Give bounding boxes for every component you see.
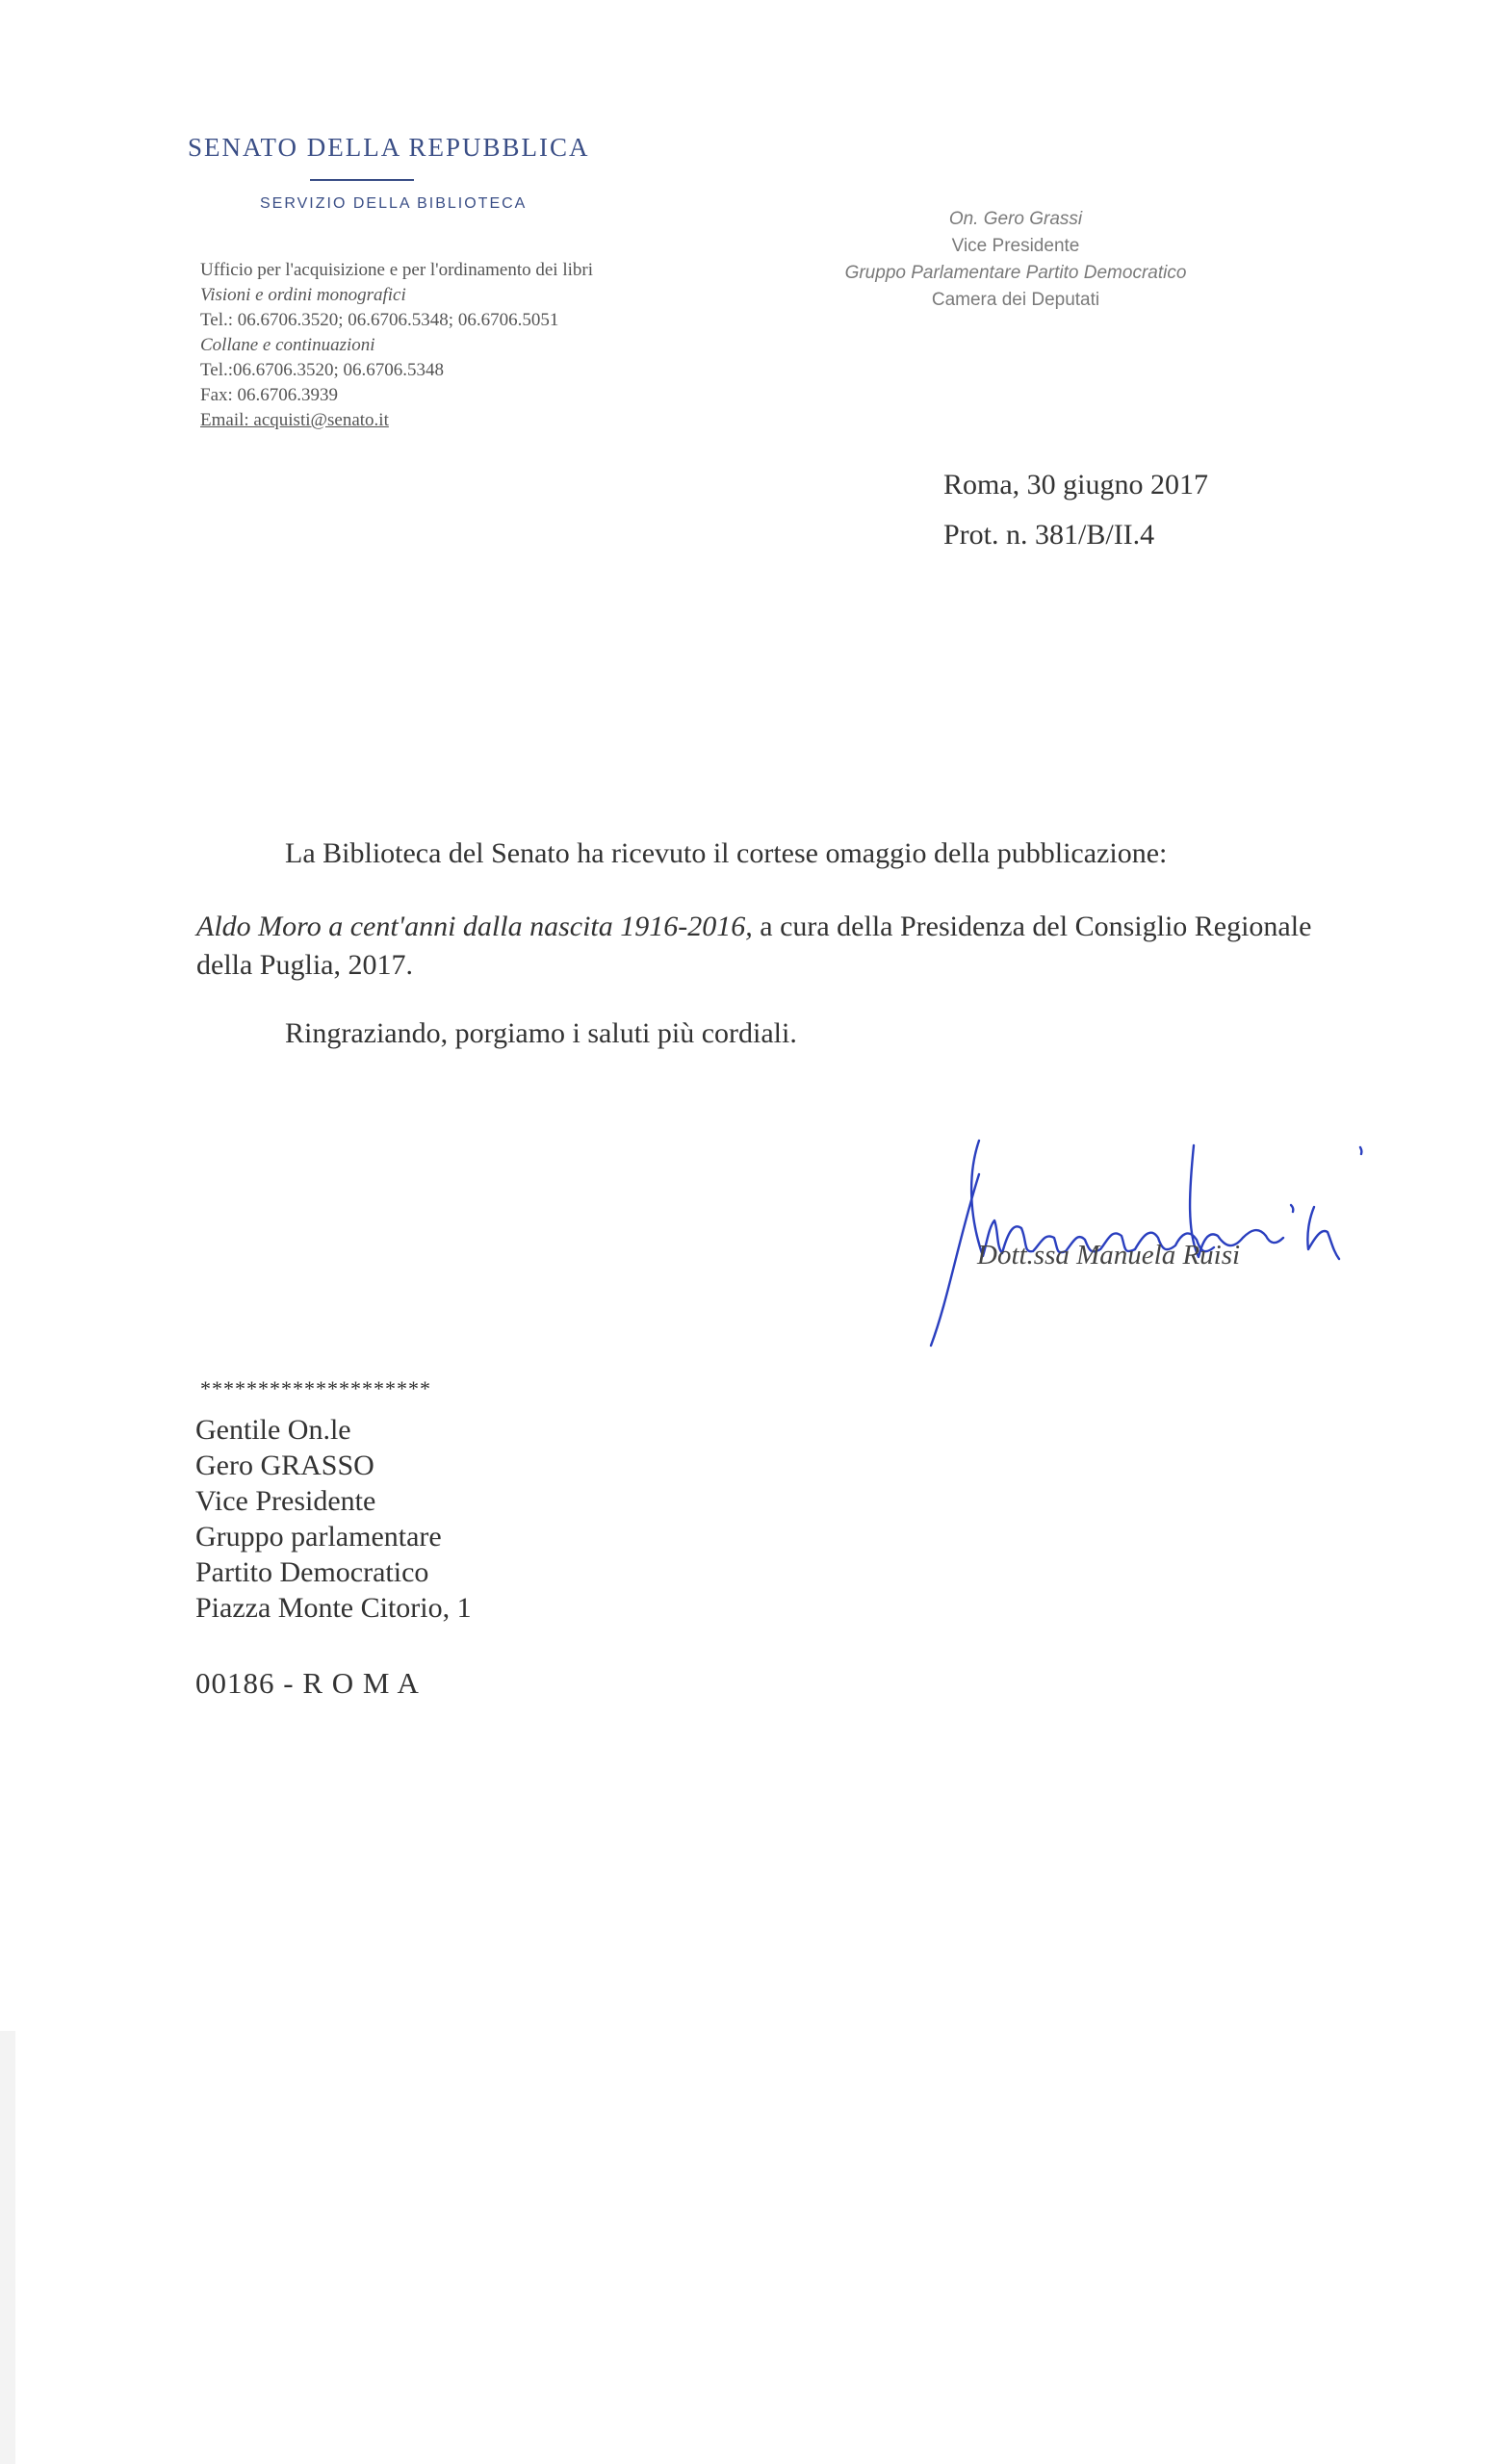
dateline bbox=[943, 460, 1208, 560]
institution-name: SENATO DELLA REPUBBLICA bbox=[188, 133, 590, 162]
addressee-block bbox=[195, 1412, 472, 1626]
stamp-line: Gruppo Parlamentare Partito Democratico bbox=[844, 263, 1187, 283]
publication-title: Aldo Moro a cent'anni dalla nascita 1916-2016, bbox=[196, 911, 753, 942]
separator: ******************** bbox=[200, 1376, 431, 1400]
office-line: Ufficio per l'acquisizione e per l'ordinamento dei libri bbox=[200, 260, 593, 280]
office-contact-block bbox=[200, 258, 593, 433]
letter-date: Roma, 30 giugno 2017 bbox=[943, 469, 1208, 500]
intro-paragraph: La Biblioteca del Senato ha ricevuto il cortese omaggio della pubblicazione: bbox=[285, 837, 1168, 869]
office-line: Tel.: 06.6706.3520; 06.6706.5348; 06.6706.5051 bbox=[200, 310, 559, 330]
publication-paragraph bbox=[196, 908, 1352, 985]
protocol-number: Prot. n. 381/B/II.4 bbox=[943, 519, 1155, 551]
scan-edge bbox=[0, 2031, 15, 2464]
service-name: SERVIZIO DELLA BIBLIOTECA bbox=[260, 195, 528, 212]
addressee-line: Gruppo parlamentare bbox=[195, 1521, 442, 1553]
office-line: Fax: 06.6706.3939 bbox=[200, 385, 339, 405]
office-line: Tel.:06.6706.3520; 06.6706.5348 bbox=[200, 360, 445, 380]
addressee-line: Gentile On.le bbox=[195, 1414, 351, 1446]
closing-paragraph: Ringraziando, porgiamo i saluti più cordiali. bbox=[285, 1017, 797, 1049]
received-stamp bbox=[789, 206, 1242, 314]
stamp-line: On. Gero Grassi bbox=[948, 209, 1083, 229]
postcode-city: 00186 - R O M A bbox=[195, 1666, 420, 1700]
addressee-line: Gero GRASSO bbox=[195, 1450, 374, 1481]
office-line: Collane e continuazioni bbox=[200, 335, 375, 355]
addressee-line: Vice Presidente bbox=[195, 1485, 376, 1517]
addressee-line: Partito Democratico bbox=[195, 1556, 429, 1588]
office-email: Email: acquisti@senato.it bbox=[200, 410, 389, 430]
addressee-line: Piazza Monte Citorio, 1 bbox=[195, 1592, 472, 1624]
stamp-line: Camera dei Deputati bbox=[931, 290, 1100, 310]
signer-name: Dott.ssa Manuela Ruisi bbox=[977, 1240, 1241, 1270]
stamp-line: Vice Presidente bbox=[951, 236, 1080, 256]
publication-details: a cura della Presidenza del Consiglio Regionale della Puglia, 2017. bbox=[196, 911, 1312, 981]
masthead-rule bbox=[310, 179, 414, 181]
office-line: Visioni e ordini monografici bbox=[200, 285, 406, 305]
